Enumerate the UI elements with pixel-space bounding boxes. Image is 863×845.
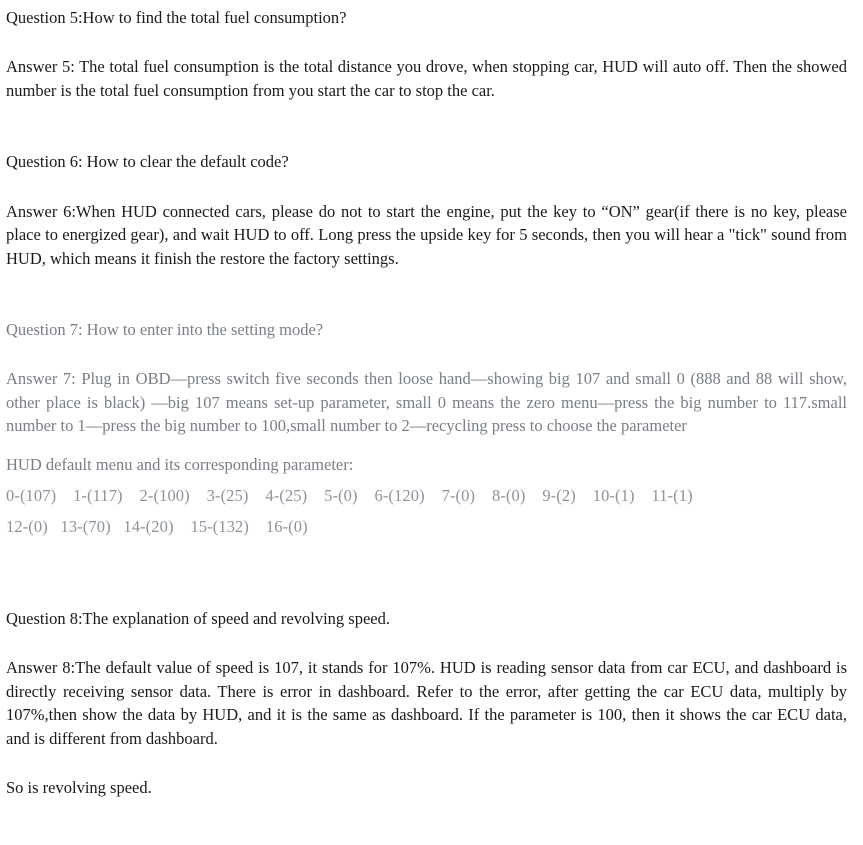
answer-5-text: Answer 5: The total fuel consumption is the total distance you drove, when stopping car, HUD will auto off. Then the showed number is the total fuel consumption from you start the car to stop the car. (6, 57, 847, 100)
spacer (6, 174, 847, 200)
question-7-heading: Question 7: How to enter into the setting mode? (6, 319, 324, 339)
hud-menu-parameters-row-1: 0-(107) 1-(117) 2-(100) 3-(25) 4-(25) 5-(0) 6-(120) 7-(0) 8-(0) 9-(2) 10-(1) 11-(1) (6, 486, 693, 506)
spacer (6, 438, 847, 453)
spacer (6, 29, 847, 55)
question-6-heading: Question 6: How to clear the default code? (6, 152, 289, 172)
hud-default-menu-title: HUD default menu and its corresponding parameter: (6, 454, 354, 474)
spacer (6, 750, 847, 776)
answer-6-text: Answer 6:When HUD connected cars, please do not to start the engine, put the key to “ON” gear(if there is no key, please place to energized gear), and wait HUD to off. Long press the upside key for 5 seconds, then you will hear a "tick" sound from HUD, which means it finish the restore the factory settings. (6, 201, 847, 268)
spacer (6, 102, 847, 150)
answer-8-text: Answer 8:The default value of speed is 107, it stands for 107%. HUD is reading sensor data from car ECU, and dashboard is directly receiving sensor data. There is error in dashboard. Refer to the error, after getting the car ECU data, multiply by 107%,then show the data by HUD, and it is the same as dashboard. If the parameter is 100, then it shows the car ECU data, and is different from dashboard. (6, 658, 847, 748)
spacer (6, 539, 847, 581)
spacer (6, 270, 847, 318)
question-5-heading: Question 5:How to find the total fuel consumption? (6, 8, 347, 27)
hud-menu-parameters-row-2: 12-(0) 13-(70) 14-(20) 15-(132) 16-(0) (6, 517, 308, 537)
spacer (6, 630, 847, 656)
answer-7-text: Answer 7: Plug in OBD—press switch five seconds then loose hand—showing big 107 and small 0 (888 and 88 will show, other place is black) —big 107 means set-up parameter, small 0 means the zero menu—press the big number to 117.small number to 1—press the big number to 100,small number to 2—recycling press to choose the parameter (6, 369, 847, 436)
spacer (6, 507, 847, 515)
spacer (6, 581, 847, 607)
question-8-heading: Question 8:The explanation of speed and revolving speed. (6, 608, 390, 628)
spacer (6, 476, 847, 484)
closing-text: So is revolving speed. (6, 778, 152, 798)
spacer (6, 341, 847, 367)
